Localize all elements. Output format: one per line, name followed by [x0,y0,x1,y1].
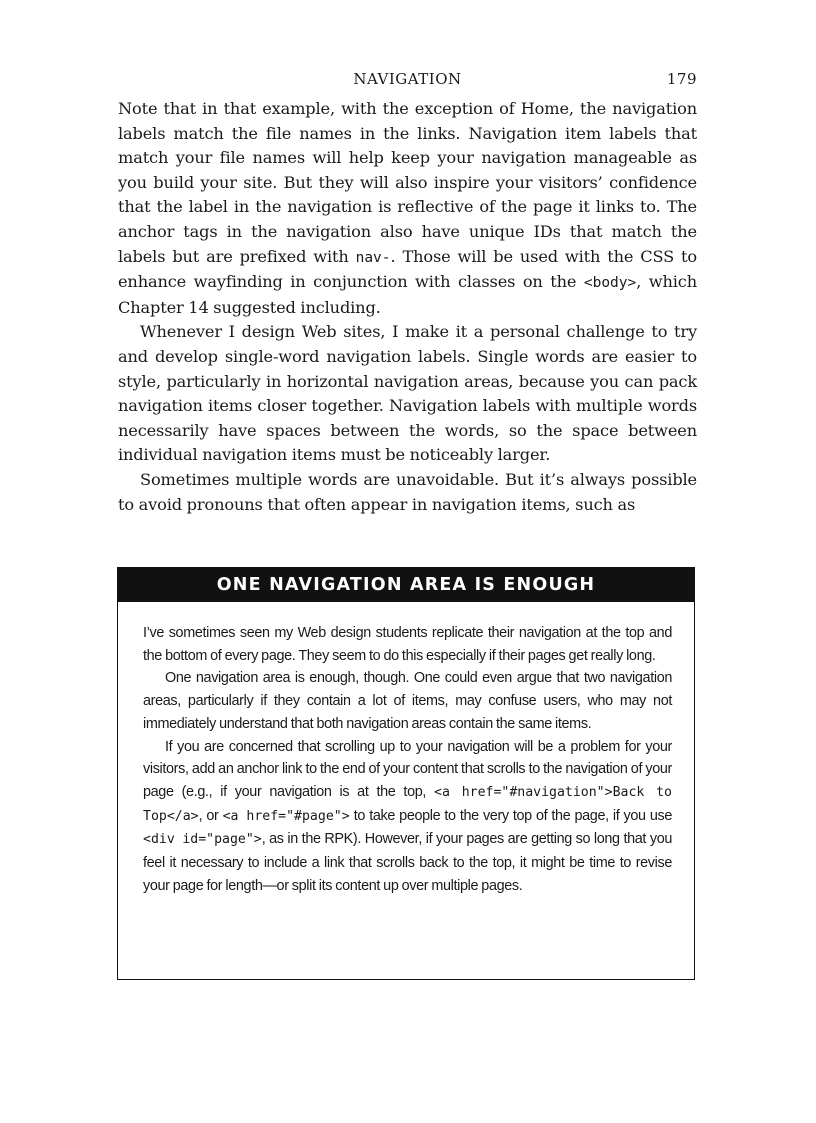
paragraph-3: Sometimes multiple words are unavoidable. But it’s always possible to avoid pronouns that often appear in navigation items, such as [118,469,697,514]
paragraph-1 [118,97,697,320]
page-number: 179 [666,70,697,88]
main-text [118,97,697,517]
sidebar-body [118,602,694,897]
paragraph-1-text-b: . Those will be used with the CSS to enhance wayfinding in conjunction with classes on the [118,246,697,292]
sidebar-paragraph-3-text-a: If you are concerned that scrolling up to your navigation will be a problem for your visitors, add an anchor link to the end of your content that scrolls to the navigation of your page (e.g., if your navigation is at the top, [143,738,672,800]
sidebar-box [117,567,695,980]
code-nav-prefix: nav- [355,249,391,266]
paragraph-1-text-c: , which Chapter 14 suggested including. [118,272,697,317]
paragraph-1-text-a: Note that in that example, with the exception of Home, the navigation labels match the file names in the links. Navigation item labels that match your file names will help keep your navigation manageable as you build your site. But they will also inspire your visitors’ confidence that the label in the navigation is reflective of the page it links to. The anchor tags in the navigation also have unique IDs that match the labels but are prefixed with [118,99,697,266]
code-body-tag: <body> [583,275,637,292]
running-head [118,70,697,92]
sidebar-paragraph-2: One navigation area is enough, though. One could even argue that two navigation areas, particularly if they contain a lot of items, may confuse users, who may not immediately understand that both navigation areas contain the same items. [143,670,672,732]
sidebar-paragraph-3-text-c: to take people to the very top of the page, if you use [349,807,672,824]
sidebar-paragraph-3-text-d: , as in the RPK). However, if your pages are getting so long that you feel it necessary to include a link that scrolls back to the top, it might be time to revise your page for length—or split its content up over multiple pages. [143,831,673,894]
code-back-to-top-link: <a href="#navigation">Back to Top</a> [143,784,672,824]
code-page-anchor: <a href="#page"> [222,808,350,824]
sidebar-title: ONE NAVIGATION AREA IS ENOUGH [118,568,694,602]
paragraph-2: Whenever I design Web sites, I make it a personal challenge to try and develop single-word navigation labels. Single words are easier to style, particularly in horizontal navigation areas, because you can pack navigation items closer together. Navigation labels with multiple words necessarily have spaces between the words, so the space between individual navigation items must be noticeably larger. [118,322,697,465]
sidebar-paragraph-3-text-b: , or [198,807,223,824]
sidebar-paragraph-3 [143,736,672,898]
running-title: NAVIGATION [353,70,462,88]
sidebar-paragraph-1: I’ve sometimes seen my Web design students replicate their navigation at the top and the bottom of every page. They seem to do this especially if their pages get really long. [143,625,672,664]
code-div-page: <div id="page"> [143,832,262,848]
